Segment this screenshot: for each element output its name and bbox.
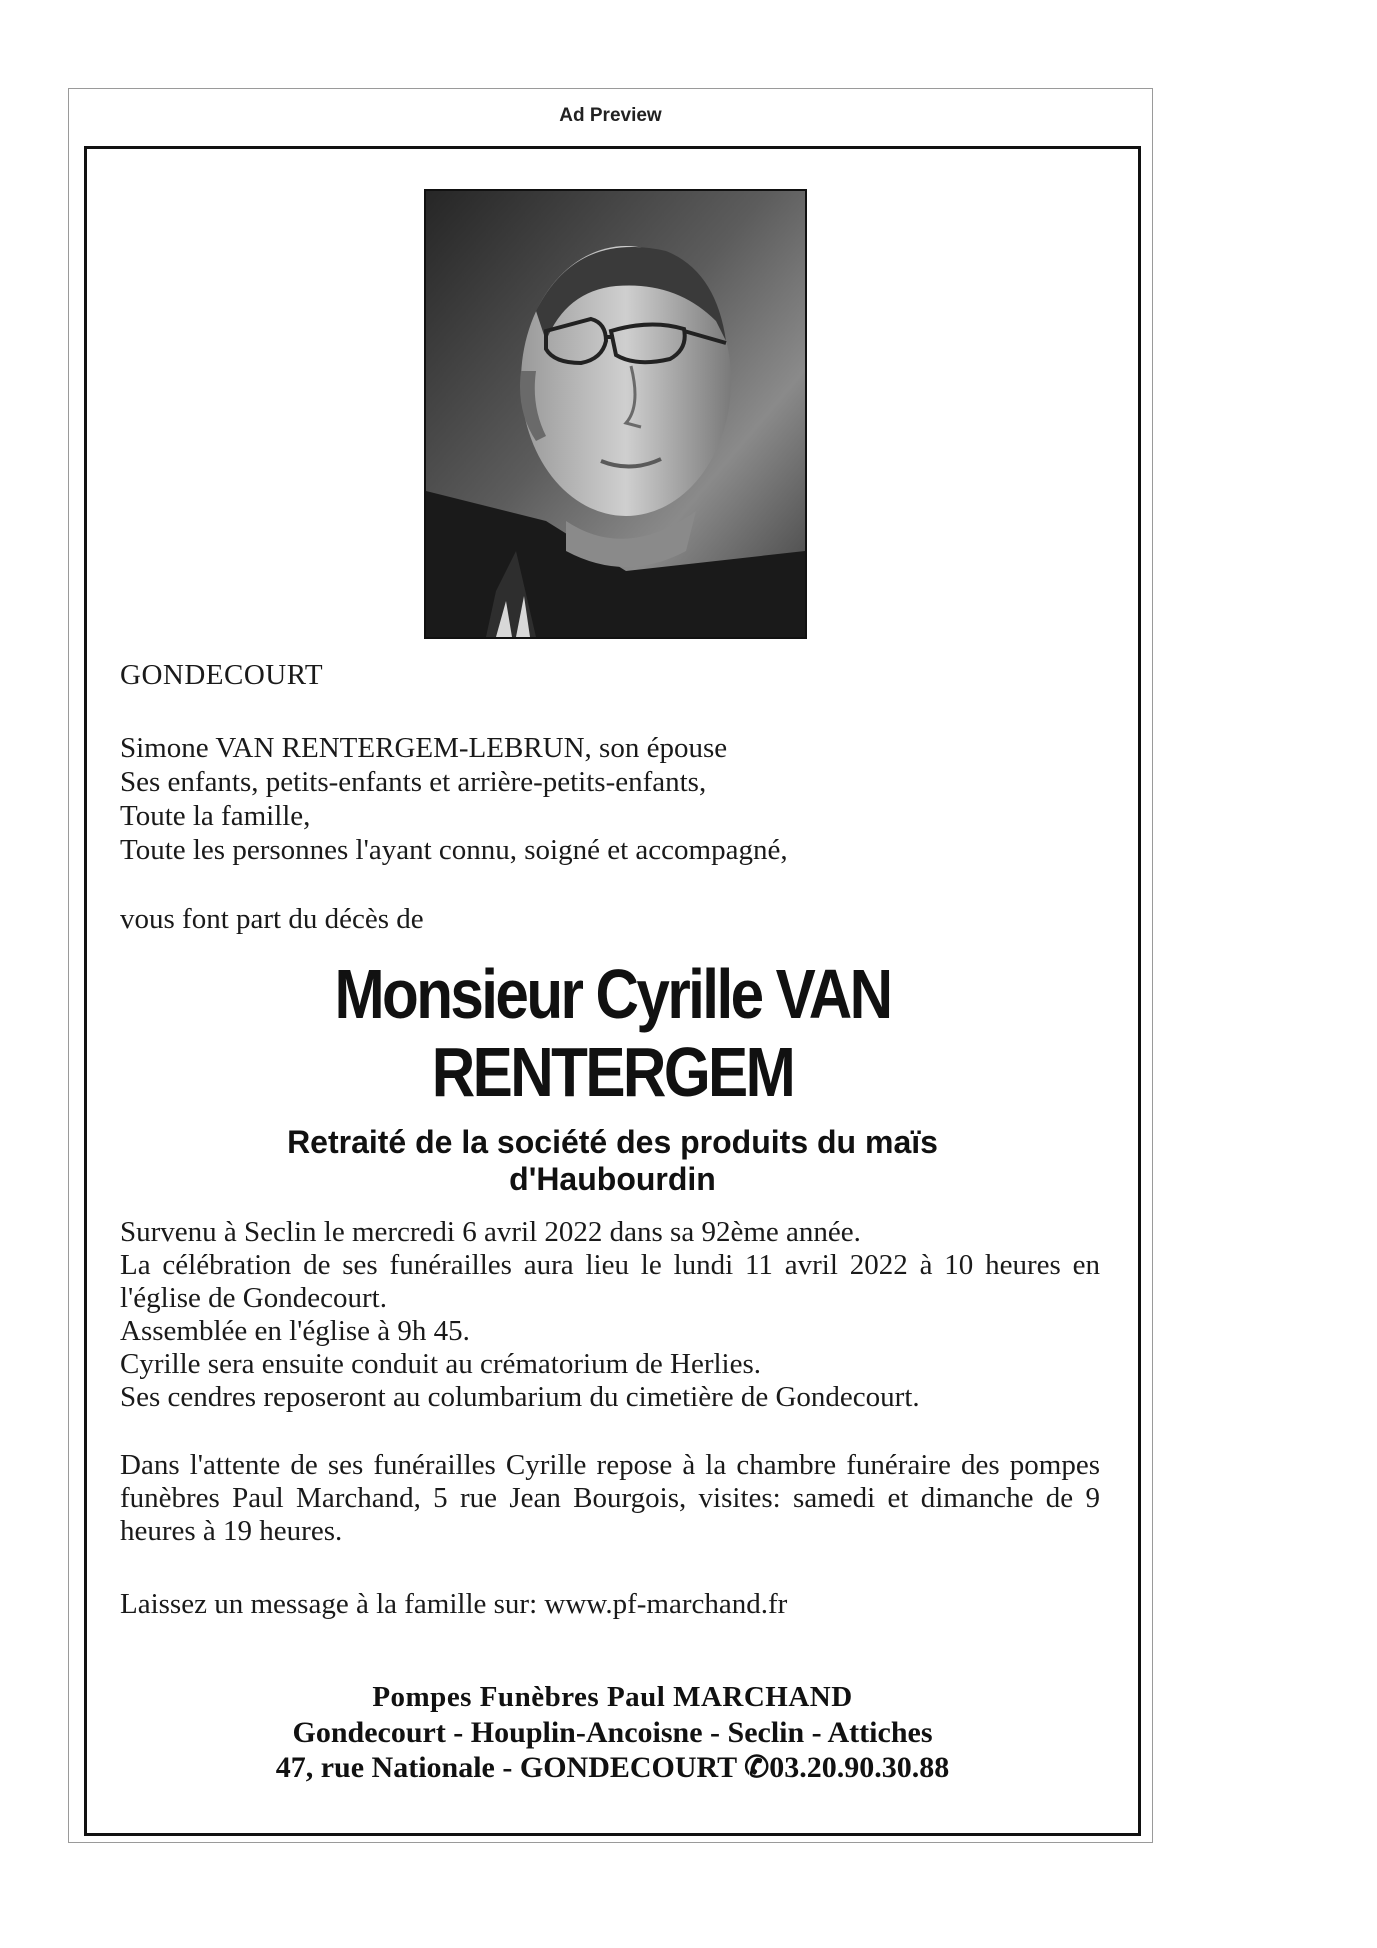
funeral-home-locations: Gondecourt - Houplin-Ancoisne - Seclin - Attiches bbox=[292, 1716, 933, 1749]
condolence-message: Laissez un message à la famille sur: www.pf-marchand.fr bbox=[120, 1588, 788, 1620]
detail-line: Ses cendres reposeront au columbarium du cimetière de Gondecourt. bbox=[120, 1381, 920, 1413]
detail-line: La célébration de ses funérailles aura lieu le lundi 11 avril 2022 à 10 heures en l'église de Gondecourt. bbox=[120, 1249, 1100, 1314]
ceremony-details bbox=[120, 1216, 1100, 1414]
deceased-name-line2: RENTERGEM bbox=[431, 1033, 794, 1111]
detail-line: Assemblée en l'église à 9h 45. bbox=[120, 1315, 470, 1347]
family-line: Ses enfants, petits-enfants et arrière-petits-enfants, bbox=[120, 766, 707, 798]
funeral-home-block bbox=[84, 1680, 1141, 1785]
funeral-home-name: Pompes Funèbres Paul MARCHAND bbox=[372, 1681, 853, 1713]
deceased-name bbox=[158, 955, 1067, 1111]
portrait-photo bbox=[424, 189, 807, 639]
family-list bbox=[120, 731, 788, 867]
family-line: Toute la famille, bbox=[120, 800, 311, 832]
family-line: Toute les personnes l'ayant connu, soigné et accompagné, bbox=[120, 834, 788, 866]
funeral-home-address: 47, rue Nationale - GONDECOURT bbox=[275, 1751, 737, 1784]
occupation-line2: d'Haubourdin bbox=[509, 1161, 716, 1197]
town-name: GONDECOURT bbox=[120, 659, 324, 691]
preview-title: Ad Preview bbox=[559, 105, 662, 126]
detail-line: Cyrille sera ensuite conduit au crématorium de Herlies. bbox=[120, 1348, 762, 1380]
occupation bbox=[84, 1124, 1141, 1198]
deceased-name-line1: Monsieur Cyrille VAN bbox=[334, 955, 891, 1033]
family-line: Simone VAN RENTERGEM-LEBRUN, son épouse bbox=[120, 732, 728, 764]
announcement-intro: vous font part du décès de bbox=[120, 903, 424, 935]
phone-icon: ✆ bbox=[744, 1751, 770, 1784]
occupation-line1: Retraité de la société des produits du maïs bbox=[287, 1124, 938, 1160]
funeral-home-contact bbox=[84, 1750, 1141, 1785]
detail-line: Survenu à Seclin le mercredi 6 avril 2022 dans sa 92ème année. bbox=[120, 1216, 861, 1248]
resting-place-paragraph: Dans l'attente de ses funérailles Cyrille repose à la chambre funéraire des pompes funèbres Paul Marchand, 5 rue Jean Bourgois, visites: samedi et dimanche de 9 heures à 19 heures. bbox=[120, 1449, 1100, 1547]
portrait-illustration bbox=[426, 191, 805, 637]
funeral-home-phone: 03.20.90.30.88 bbox=[769, 1751, 950, 1784]
